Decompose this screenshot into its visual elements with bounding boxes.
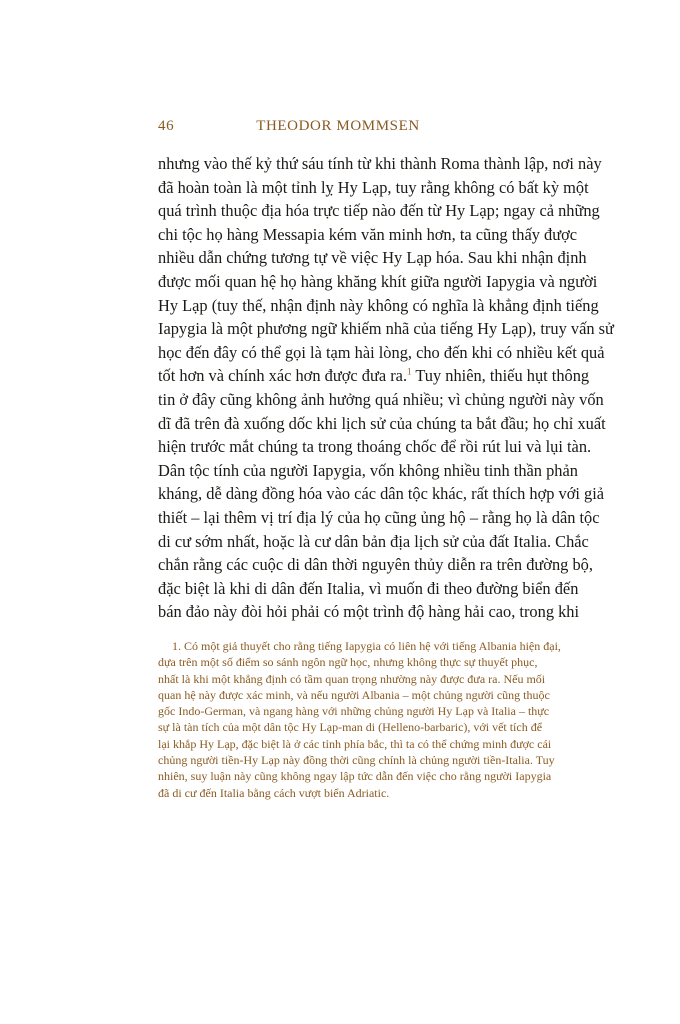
footnote-line: lại khắp Hy Lạp, đặc biệt là ở các tỉnh phía bắc, thì ta có thể chứng minh được cái (158, 736, 552, 751)
footnote-line: gốc Indo-German, và ngang hàng với những chủng người Hy Lạp và Italia – thực (158, 704, 550, 719)
body-line: Dân tộc tính của người Iapygia, vốn không nhiều tinh thần phản (158, 460, 578, 480)
footnote-reference[interactable]: 1 (407, 366, 412, 377)
footnote-line: dựa trên một số điểm so sánh ngôn ngữ học, nhưng không thực sự thuyết phục, (158, 655, 538, 670)
footnote-line: đã di cư đến Italia bằng cách vượt biển Adriatic. (158, 785, 390, 800)
body-line: nhưng vào thế kỷ thứ sáu tính từ khi thành Roma thành lập, nơi này (158, 154, 602, 173)
footnote-line: nhất là khi một khẳng định có tầm quan trọng nhường này được đưa ra. Nếu mối (158, 671, 546, 686)
body-line-with-footnote-ref (158, 364, 590, 388)
body-line: được mối quan hệ họ hàng khăng khít giữa người Iapygia và người (158, 271, 598, 291)
body-line: bán đảo này đòi hỏi phải có một trình độ hàng hải cao, trong khi (158, 602, 580, 622)
page-number: 46 (158, 118, 175, 134)
body-line: đã hoàn toàn là một tỉnh lỵ Hy Lạp, tuy rằng không có bất kỳ một (158, 177, 589, 197)
body-line: quá trình thuộc địa hóa trực tiếp nào đến từ Hy Lạp; ngay cả những (158, 201, 600, 221)
body-line: đặc biệt là khi di dân đến Italia, vì muốn đi theo đường biển đến (158, 578, 579, 598)
body-line: hiện trước mắt chúng ta trong thoáng chốc để rồi rút lui và lụi tàn. (158, 437, 592, 457)
body-line: tin ở đây cũng không ảnh hưởng quá nhiều; vì chủng người này vốn (158, 389, 604, 409)
footnote (158, 638, 561, 801)
body-text (158, 152, 614, 624)
body-line: Hy Lạp (tuy thế, nhận định này không có nghĩa là khẳng định tiếng (158, 295, 599, 315)
body-line: dĩ đã trên đà xuống dốc khi lịch sử của chúng ta bắt đầu; họ chỉ xuất (158, 413, 606, 433)
footnote-line: 1. Có một giả thuyết cho rằng tiếng Iapygia có liên hệ với tiếng Albania hiện đại, (172, 639, 561, 653)
body-line: chi tộc họ hàng Messapia kém văn minh hơn, ta cũng thấy được (158, 224, 578, 244)
running-head (158, 118, 518, 142)
footnote-line: nhiên, suy luận này cũng không ngay lập tức dẫn đến việc cho rằng người Iapygia (158, 769, 552, 784)
body-line: nhiều dẫn chứng tương tự về việc Hy Lạp hóa. Sau khi nhận định (158, 248, 587, 268)
body-line-head: tốt hơn và chính xác hơn được đưa ra. (158, 366, 408, 386)
body-line: học đến đây có thể gọi là tạm hài lòng, cho đến khi có nhiều kết quả (158, 342, 605, 362)
footnote-line: quan hệ này được xác minh, và nếu người Albania – một chủng người cũng thuộc (158, 687, 550, 702)
footnote-line: sự là tàn tích của một dân tộc Hy Lạp-man di (Helleno-barbaric), với vết tích để (158, 720, 543, 735)
body-line: thiết – lại thêm vị trí địa lý của họ cũng ủng hộ – rằng họ là dân tộc (158, 507, 600, 527)
footnote-line: chủng người tiền-Hy Lạp này đồng thời cũng chính là chủng người tiền-Italia. Tuy (158, 753, 555, 768)
body-line: chắn rằng các cuộc di dân thời nguyên thủy diễn ra trên đường bộ, (158, 555, 593, 575)
body-line: di cư sớm nhất, hoặc là cư dân bản địa lịch sử của đất Italia. Chắc (158, 531, 589, 551)
body-line: Iapygia là một phương ngữ khiếm nhã của tiếng Hy Lạp), truy vấn sử (158, 319, 614, 339)
running-title: THEODOR MOMMSEN (256, 118, 420, 134)
body-line-tail: Tuy nhiên, thiếu hụt thông (411, 366, 590, 386)
body-line: kháng, dễ dàng đồng hóa vào các dân tộc khác, rất thích hợp với giả (158, 484, 605, 504)
